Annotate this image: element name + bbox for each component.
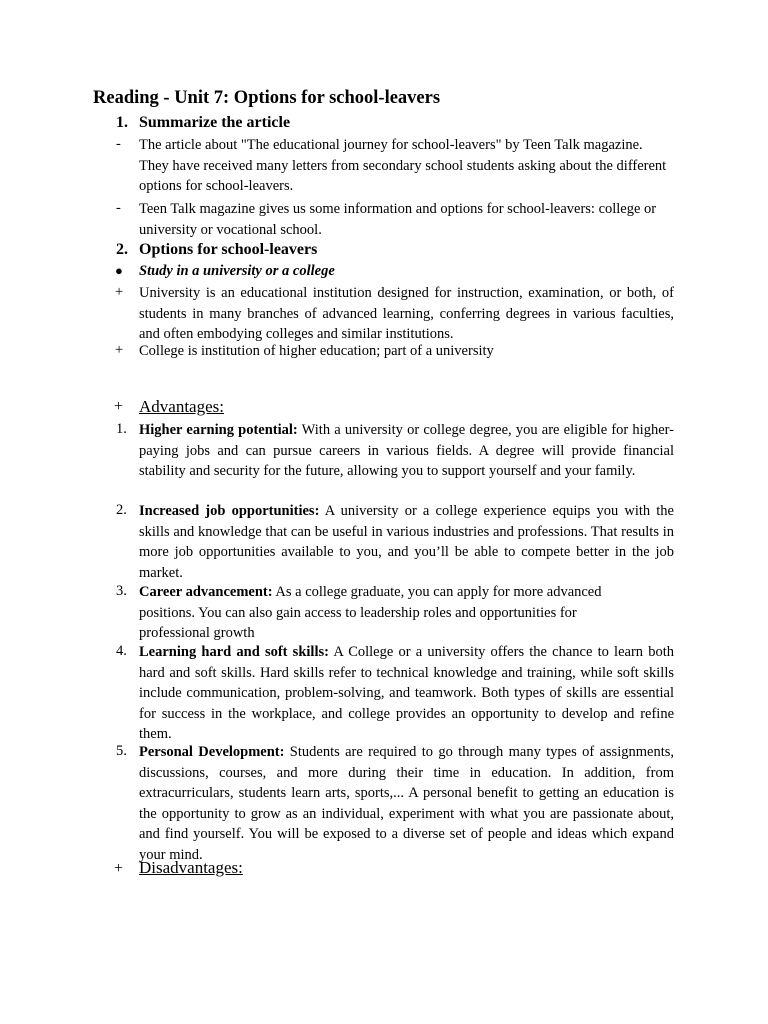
university-definition: University is an educational institution designed for instruction, examination, or both, of students in many branches of advanced learning, conferring degrees in various faculties, and often embodying colleges and similar institutions.: [139, 285, 674, 342]
list-number: 1.: [116, 421, 127, 437]
advantage-item: [139, 501, 674, 583]
bullet-marker: -: [116, 136, 121, 152]
section-2-heading: Options for school-leavers: [139, 241, 318, 258]
section-2-number: 2.: [116, 241, 128, 258]
plus-marker: +: [114, 860, 124, 877]
sub-heading: Study in a university or a college: [139, 263, 335, 279]
advantage-label: Increased job opportunities:: [139, 503, 320, 519]
advantage-text: Students are required to go through many types of assignments, discussions, courses, and more during their time in education. In addition, from extracurriculars, students learn arts, sports,... A personal benefit to getting an education is the opportunity to grow as an individual, experiment with what you are passionate about, and find yourself. You will be exposed to a diverse set of people and ideas which expand your mind.: [139, 744, 674, 863]
list-number: 3.: [116, 583, 127, 599]
advantage-label: Career advancement:: [139, 584, 273, 600]
plus-marker: +: [115, 342, 124, 358]
list-number: 4.: [116, 643, 127, 659]
advantage-label: Learning hard and soft skills:: [139, 644, 329, 660]
summary-paragraph-1: The article about "The educational journey for school-leavers" by Teen Talk magazine. They have received many letters from secondary school students asking about the different options for school-leavers.: [139, 137, 667, 194]
college-definition: College is institution of higher education; part of a university: [139, 343, 494, 359]
advantage-item: [139, 742, 674, 865]
plus-marker: +: [115, 284, 124, 300]
bullet-marker: -: [116, 200, 121, 216]
advantage-item: [139, 420, 674, 482]
advantage-item: [139, 582, 639, 644]
advantage-label: Personal Development:: [139, 744, 285, 760]
section-1-number: 1.: [116, 114, 128, 131]
advantage-text: A university or a college experience equips you with the skills and knowledge that can be useful in various industries and professions. That results in more job opportunities available to you, and you’ll be able to compete better in the job market.: [139, 503, 674, 581]
advantage-text: As a college graduate, you can apply for more advanced positions. You can also gain access to leadership roles and opportunities for professional growth: [139, 584, 602, 641]
plus-marker: +: [114, 398, 124, 415]
list-number: 2.: [116, 502, 127, 518]
page-title: Reading - Unit 7: Options for school-leavers: [93, 88, 441, 108]
bullet-dot-icon: ●: [115, 263, 123, 278]
advantage-label: Higher earning potential:: [139, 422, 298, 438]
section-1-heading: Summarize the article: [139, 114, 291, 131]
disadvantages-heading: Disadvantages:: [139, 858, 243, 877]
summary-paragraph-2: Teen Talk magazine gives us some information and options for school-leavers: college or university or vocational school.: [139, 201, 657, 238]
advantage-text: With a university or college degree, you are eligible for higher-paying jobs and can pursue careers in various fields. A degree will provide financial stability and security for the future, allowing you to support yourself and your family.: [139, 422, 674, 479]
list-number: 5.: [116, 743, 127, 759]
advantages-heading: Advantages:: [139, 397, 224, 416]
advantage-item: [139, 642, 674, 745]
advantage-text: A College or a university offers the chance to learn both hard and soft skills. Hard skills refer to technical knowledge and training, while soft skills include communication, problem-solving, and teamwork. Both types of skills are essential for success in the workplace, and college provides an opportunity to develop and refine them.: [139, 644, 674, 742]
